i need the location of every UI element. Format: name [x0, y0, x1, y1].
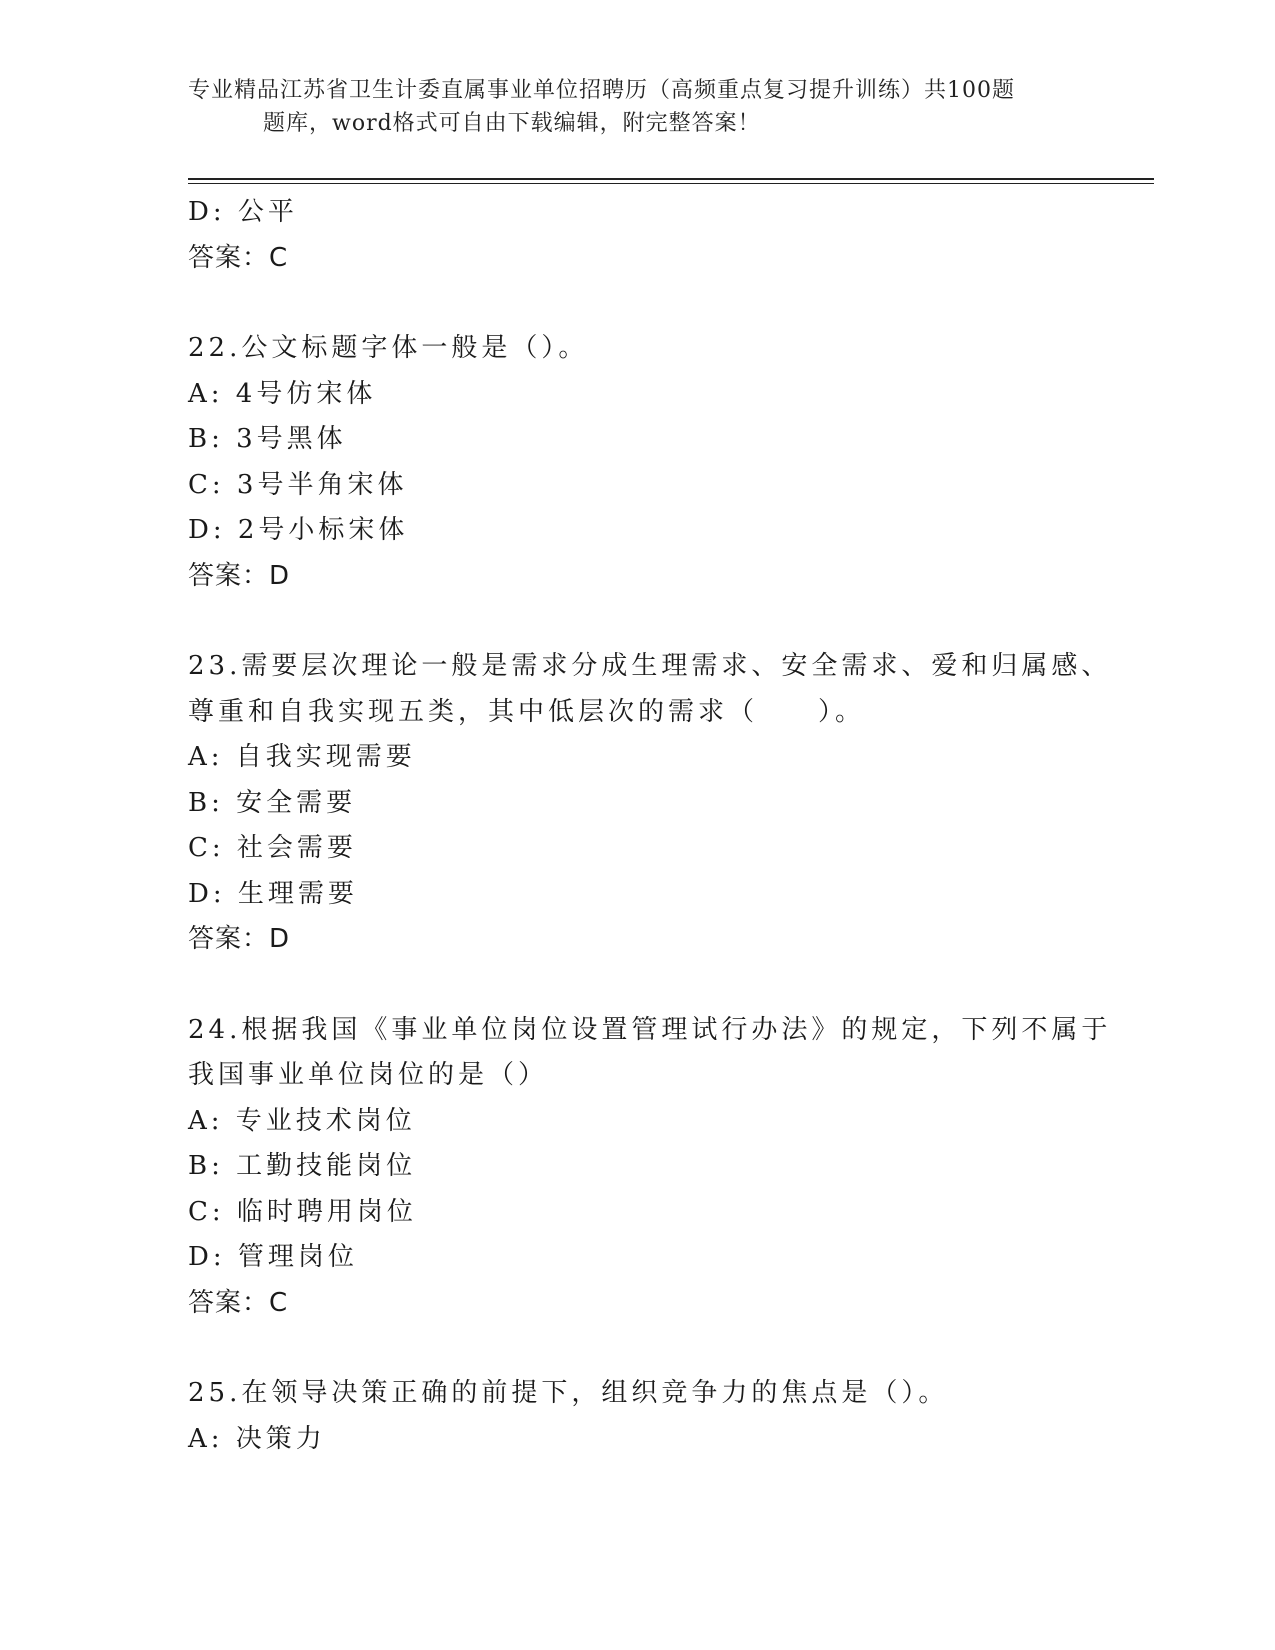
question-stem-continued: 尊重和自我实现五类，其中低层次的需求（ ）。	[188, 696, 866, 727]
header-line-2: 题库，word格式可自由下载编辑，附完整答案！	[263, 111, 761, 136]
header-rule-thin	[188, 183, 1154, 184]
leading-answer: 答案：C	[188, 242, 289, 273]
leading-option-d: D: 公平	[188, 197, 298, 227]
answer: 答案：D	[188, 560, 291, 591]
option-d: D: 生理需要	[188, 878, 358, 909]
option-c: C: 临时聘用岗位	[188, 1196, 417, 1227]
option-a: A: 4号仿宋体	[188, 378, 377, 409]
answer: 答案：D	[188, 924, 291, 954]
document-header	[188, 74, 1088, 140]
option-b: B: 3号黑体	[188, 424, 347, 454]
option-d: D: 2号小标宋体	[188, 515, 409, 545]
question-content	[188, 190, 1118, 1462]
question-stem: 22.公文标题字体一般是（）。	[188, 333, 589, 363]
option-a: A: 决策力	[188, 1423, 326, 1454]
option-a: A: 专业技术岗位	[188, 1105, 416, 1136]
question-stem: 25.在领导决策正确的前提下，组织竞争力的焦点是（）。	[188, 1378, 949, 1408]
question-22	[188, 326, 1118, 599]
answer: 答案：C	[188, 1287, 289, 1318]
header-line-1: 专业精品江苏省卫生计委直属事业单位招聘历（高频重点复习提升训练）共100题	[188, 78, 1015, 103]
option-c: C: 3号半角宋体	[188, 469, 408, 500]
header-rule-thick	[188, 178, 1154, 180]
option-a: A: 自我实现需要	[188, 742, 416, 772]
question-stem: 23.需要层次理论一般是需求分成生理需求、安全需求、爱和归属感、	[188, 651, 1112, 681]
option-b: B: 工勤技能岗位	[188, 1151, 417, 1181]
question-stem-continued: 我国事业单位岗位的是（）	[188, 1060, 549, 1090]
option-c: C: 社会需要	[188, 833, 357, 863]
option-b: B: 安全需要	[188, 787, 357, 818]
question-23	[188, 644, 1118, 963]
question-24	[188, 1008, 1118, 1327]
question-stem: 24.根据我国《事业单位岗位设置管理试行办法》的规定，下列不属于	[188, 1014, 1112, 1045]
question-25	[188, 1371, 1118, 1462]
option-d: D: 管理岗位	[188, 1242, 358, 1272]
